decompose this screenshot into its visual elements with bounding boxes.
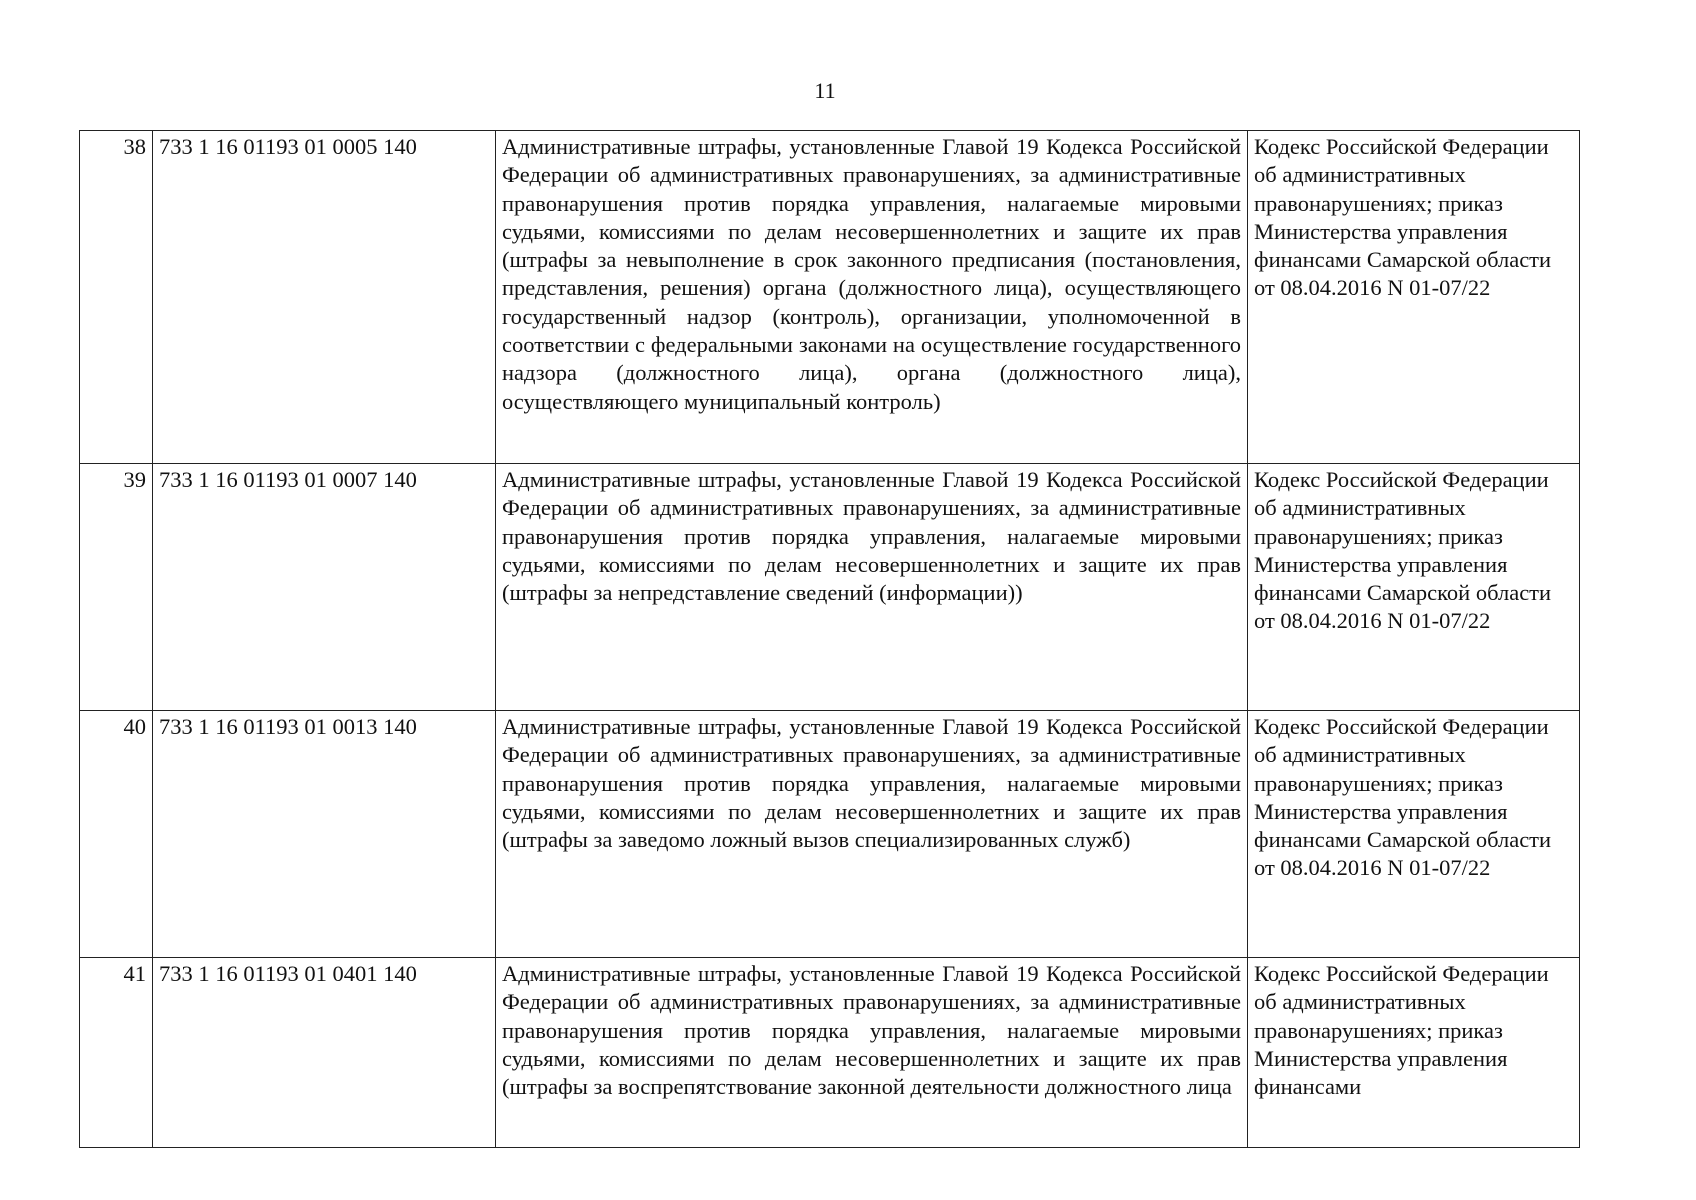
table-row [80,958,1580,1148]
budget-code: 733 1 16 01193 01 0401 140 [153,958,496,1148]
page-number: 11 [814,78,836,103]
row-number: 40 [80,711,153,958]
budget-code: 733 1 16 01193 01 0007 140 [153,464,496,711]
revenue-description: Административные штрафы, установленные Главой 19 Кодекса Российской Федерации об административных правонарушениях, за административные правонарушения против порядка управления, налагаемые мировыми судьями, комиссиями по делам несовершеннолетних и защите их прав (штрафы за непредставление сведений (информации)) [496,464,1248,711]
table-row [80,131,1580,464]
legal-basis: Кодекс Российской Федерации об административных правонарушениях; приказ Министерства управления финансами Самарской области от 08.04.2016 N 01-07/22 [1248,131,1580,464]
revenue-description: Административные штрафы, установленные Главой 19 Кодекса Российской Федерации об административных правонарушениях, за административные правонарушения против порядка управления, налагаемые мировыми судьями, комиссиями по делам несовершеннолетних и защите их прав (штрафы за невыполнение в срок законного предписания (постановления, представления, решения) органа (должностного лица), осуществляющего государственный надзор (контроль), организации, уполномоченной в соответствии с федеральными законами на осуществление государственного надзора (должностного лица), органа (должностного лица), осуществляющего муниципальный контроль) [496,131,1248,464]
row-number: 38 [80,131,153,464]
revenue-description: Административные штрафы, установленные Главой 19 Кодекса Российской Федерации об административных правонарушениях, за административные правонарушения против порядка управления, налагаемые мировыми судьями, комиссиями по делам несовершеннолетних и защите их прав (штрафы за заведомо ложный вызов специализированных служб) [496,711,1248,958]
revenue-description-cell [496,958,1248,1148]
row-number: 41 [80,958,153,1148]
legal-basis: Кодекс Российской Федерации об административных правонарушениях; приказ Министерства управления финансами Самарской области от 08.04.2016 N 01-07/22 [1248,464,1580,711]
revenue-description: Административные штрафы, установленные Главой 19 Кодекса Российской Федерации об административных правонарушениях, за административные правонарушения против порядка управления, налагаемые мировыми судьями, комиссиями по делам несовершеннолетних и защите их прав (штрафы за воспрепятствование законной деятельности должностного лица [502,961,1241,1100]
budget-code: 733 1 16 01193 01 0005 140 [153,131,496,464]
table-row [80,711,1580,958]
revenue-codes-table [79,130,1580,1148]
legal-basis-cell [1248,958,1580,1148]
legal-basis: Кодекс Российской Федерации об административных правонарушениях; приказ Министерства управления финансами Самарской области от 08.04.2016 N 01-07/22 [1248,711,1580,958]
table-row [80,464,1580,711]
budget-code: 733 1 16 01193 01 0013 140 [153,711,496,958]
legal-basis: Кодекс Российской Федерации об административных правонарушениях; приказ Министерства управления финансами [1254,961,1549,1100]
row-number: 39 [80,464,153,711]
